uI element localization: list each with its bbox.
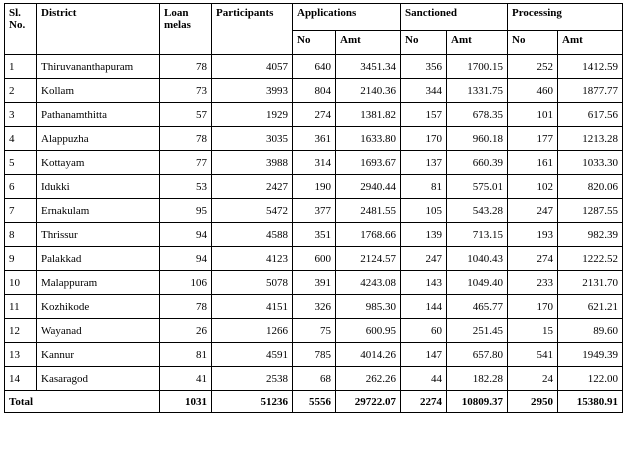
- header-loan-melas-line2: melas: [164, 19, 191, 31]
- cell-app-no: 391: [293, 271, 336, 295]
- cell-district: Pathanamthitta: [37, 103, 160, 127]
- cell-san-no: 147: [401, 343, 447, 367]
- cell-pro-no: 15: [508, 319, 558, 343]
- header-sl-line2: No.: [9, 19, 26, 31]
- cell-san-amt: 657.80: [447, 343, 508, 367]
- cell-san-no: 60: [401, 319, 447, 343]
- table-row: [5, 271, 623, 295]
- table-row: [5, 343, 623, 367]
- cell-district: Wayanad: [37, 319, 160, 343]
- cell-app-amt: 2940.44: [336, 175, 401, 199]
- cell-app-amt: 3451.34: [336, 55, 401, 79]
- cell-sl: 5: [5, 151, 37, 175]
- cell-sl: 2: [5, 79, 37, 103]
- cell-pro-no: 274: [508, 247, 558, 271]
- cell-pro-amt: 122.00: [558, 367, 623, 391]
- header-app-amt: Amt: [336, 31, 401, 55]
- cell-san-amt: 465.77: [447, 295, 508, 319]
- cell-loan-melas: 78: [160, 295, 212, 319]
- cell-pro-amt: 1222.52: [558, 247, 623, 271]
- total-label: Total: [5, 391, 160, 413]
- cell-app-no: 75: [293, 319, 336, 343]
- cell-app-amt: 1693.67: [336, 151, 401, 175]
- total-app-no: 5556: [293, 391, 336, 413]
- header-participants: Participants: [212, 4, 293, 55]
- header-loan-melas: [160, 4, 212, 55]
- cell-app-no: 314: [293, 151, 336, 175]
- header-district: District: [37, 4, 160, 55]
- cell-participants: 4588: [212, 223, 293, 247]
- header-sl-line1: Sl.: [9, 7, 21, 19]
- table-body: [5, 55, 623, 391]
- cell-pro-no: 101: [508, 103, 558, 127]
- table-row: [5, 175, 623, 199]
- cell-sl: 7: [5, 199, 37, 223]
- cell-loan-melas: 41: [160, 367, 212, 391]
- table-row: [5, 151, 623, 175]
- cell-pro-no: 170: [508, 295, 558, 319]
- cell-app-amt: 985.30: [336, 295, 401, 319]
- cell-app-no: 190: [293, 175, 336, 199]
- cell-participants: 3988: [212, 151, 293, 175]
- cell-san-no: 157: [401, 103, 447, 127]
- cell-pro-amt: 1033.30: [558, 151, 623, 175]
- cell-pro-amt: 1877.77: [558, 79, 623, 103]
- total-san-amt: 10809.37: [447, 391, 508, 413]
- cell-pro-no: 247: [508, 199, 558, 223]
- cell-san-amt: 1040.43: [447, 247, 508, 271]
- cell-participants: 5078: [212, 271, 293, 295]
- cell-participants: 4151: [212, 295, 293, 319]
- cell-pro-amt: 1412.59: [558, 55, 623, 79]
- cell-loan-melas: 94: [160, 247, 212, 271]
- cell-district: Malappuram: [37, 271, 160, 295]
- cell-san-no: 344: [401, 79, 447, 103]
- table-row: [5, 247, 623, 271]
- cell-san-amt: 1331.75: [447, 79, 508, 103]
- cell-san-amt: 960.18: [447, 127, 508, 151]
- cell-district: Kollam: [37, 79, 160, 103]
- cell-san-no: 143: [401, 271, 447, 295]
- cell-sl: 3: [5, 103, 37, 127]
- cell-app-no: 274: [293, 103, 336, 127]
- cell-sl: 12: [5, 319, 37, 343]
- cell-district: Kannur: [37, 343, 160, 367]
- cell-participants: 4057: [212, 55, 293, 79]
- cell-loan-melas: 57: [160, 103, 212, 127]
- cell-loan-melas: 78: [160, 127, 212, 151]
- cell-participants: 1266: [212, 319, 293, 343]
- table-row: [5, 79, 623, 103]
- cell-san-amt: 251.45: [447, 319, 508, 343]
- cell-san-no: 44: [401, 367, 447, 391]
- cell-app-no: 600: [293, 247, 336, 271]
- cell-san-amt: 678.35: [447, 103, 508, 127]
- cell-district: Kozhikode: [37, 295, 160, 319]
- total-loan-melas: 1031: [160, 391, 212, 413]
- header-app-no: No: [293, 31, 336, 55]
- cell-sl: 13: [5, 343, 37, 367]
- total-pro-no: 2950: [508, 391, 558, 413]
- cell-app-no: 361: [293, 127, 336, 151]
- cell-loan-melas: 53: [160, 175, 212, 199]
- total-san-no: 2274: [401, 391, 447, 413]
- cell-pro-no: 252: [508, 55, 558, 79]
- cell-app-amt: 2124.57: [336, 247, 401, 271]
- cell-san-no: 247: [401, 247, 447, 271]
- cell-loan-melas: 106: [160, 271, 212, 295]
- cell-san-amt: 575.01: [447, 175, 508, 199]
- cell-pro-no: 177: [508, 127, 558, 151]
- cell-app-amt: 2481.55: [336, 199, 401, 223]
- header-pro-amt: Amt: [558, 31, 623, 55]
- cell-app-no: 377: [293, 199, 336, 223]
- cell-san-no: 144: [401, 295, 447, 319]
- cell-app-amt: 2140.36: [336, 79, 401, 103]
- table-row: [5, 55, 623, 79]
- cell-app-amt: 262.26: [336, 367, 401, 391]
- cell-app-no: 640: [293, 55, 336, 79]
- header-san-no: No: [401, 31, 447, 55]
- cell-pro-amt: 1949.39: [558, 343, 623, 367]
- header-sl-no: [5, 4, 37, 55]
- header-loan-melas-line1: Loan: [164, 7, 189, 19]
- cell-sl: 14: [5, 367, 37, 391]
- cell-sl: 11: [5, 295, 37, 319]
- total-pro-amt: 15380.91: [558, 391, 623, 413]
- cell-pro-amt: 621.21: [558, 295, 623, 319]
- cell-pro-amt: 89.60: [558, 319, 623, 343]
- table-row: [5, 127, 623, 151]
- cell-app-no: 68: [293, 367, 336, 391]
- cell-participants: 3993: [212, 79, 293, 103]
- cell-participants: 4123: [212, 247, 293, 271]
- cell-district: Thrissur: [37, 223, 160, 247]
- cell-san-no: 105: [401, 199, 447, 223]
- header-applications: Applications: [293, 4, 401, 31]
- total-participants: 51236: [212, 391, 293, 413]
- cell-district: Idukki: [37, 175, 160, 199]
- cell-san-amt: 182.28: [447, 367, 508, 391]
- cell-pro-amt: 1213.28: [558, 127, 623, 151]
- cell-district: Palakkad: [37, 247, 160, 271]
- table-row: [5, 223, 623, 247]
- cell-district: Alappuzha: [37, 127, 160, 151]
- cell-participants: 2427: [212, 175, 293, 199]
- cell-sl: 6: [5, 175, 37, 199]
- cell-pro-no: 233: [508, 271, 558, 295]
- cell-pro-no: 193: [508, 223, 558, 247]
- cell-participants: 1929: [212, 103, 293, 127]
- total-row: [5, 391, 623, 413]
- cell-participants: 3035: [212, 127, 293, 151]
- cell-participants: 4591: [212, 343, 293, 367]
- cell-district: Kasaragod: [37, 367, 160, 391]
- cell-sl: 10: [5, 271, 37, 295]
- table-row: [5, 199, 623, 223]
- cell-sl: 9: [5, 247, 37, 271]
- cell-san-amt: 713.15: [447, 223, 508, 247]
- cell-loan-melas: 77: [160, 151, 212, 175]
- cell-san-no: 170: [401, 127, 447, 151]
- cell-pro-amt: 1287.55: [558, 199, 623, 223]
- cell-app-amt: 1768.66: [336, 223, 401, 247]
- cell-app-amt: 1633.80: [336, 127, 401, 151]
- cell-loan-melas: 26: [160, 319, 212, 343]
- cell-loan-melas: 94: [160, 223, 212, 247]
- table-row: [5, 367, 623, 391]
- cell-app-no: 351: [293, 223, 336, 247]
- cell-app-amt: 600.95: [336, 319, 401, 343]
- cell-loan-melas: 78: [160, 55, 212, 79]
- header-row-main: [5, 4, 623, 31]
- header-sanctioned: Sanctioned: [401, 4, 508, 31]
- cell-app-no: 804: [293, 79, 336, 103]
- cell-pro-amt: 2131.70: [558, 271, 623, 295]
- cell-san-no: 356: [401, 55, 447, 79]
- cell-san-amt: 660.39: [447, 151, 508, 175]
- table-row: [5, 295, 623, 319]
- cell-sl: 4: [5, 127, 37, 151]
- header-pro-no: No: [508, 31, 558, 55]
- table-row: [5, 319, 623, 343]
- cell-pro-no: 161: [508, 151, 558, 175]
- cell-participants: 2538: [212, 367, 293, 391]
- cell-san-amt: 1700.15: [447, 55, 508, 79]
- cell-app-no: 326: [293, 295, 336, 319]
- header-san-amt: Amt: [447, 31, 508, 55]
- cell-pro-amt: 982.39: [558, 223, 623, 247]
- table-row: [5, 103, 623, 127]
- cell-participants: 5472: [212, 199, 293, 223]
- header-processing: Processing: [508, 4, 623, 31]
- cell-pro-no: 460: [508, 79, 558, 103]
- cell-sl: 8: [5, 223, 37, 247]
- cell-pro-no: 24: [508, 367, 558, 391]
- cell-san-no: 81: [401, 175, 447, 199]
- cell-sl: 1: [5, 55, 37, 79]
- cell-pro-amt: 820.06: [558, 175, 623, 199]
- cell-pro-amt: 617.56: [558, 103, 623, 127]
- cell-district: Thiruvananthapuram: [37, 55, 160, 79]
- cell-app-amt: 4014.26: [336, 343, 401, 367]
- cell-loan-melas: 95: [160, 199, 212, 223]
- cell-district: Kottayam: [37, 151, 160, 175]
- cell-loan-melas: 73: [160, 79, 212, 103]
- cell-pro-no: 541: [508, 343, 558, 367]
- cell-san-no: 139: [401, 223, 447, 247]
- cell-app-amt: 4243.08: [336, 271, 401, 295]
- cell-san-amt: 543.28: [447, 199, 508, 223]
- cell-pro-no: 102: [508, 175, 558, 199]
- loan-mela-table: [4, 3, 623, 413]
- total-app-amt: 29722.07: [336, 391, 401, 413]
- cell-loan-melas: 81: [160, 343, 212, 367]
- cell-san-no: 137: [401, 151, 447, 175]
- cell-san-amt: 1049.40: [447, 271, 508, 295]
- cell-district: Ernakulam: [37, 199, 160, 223]
- cell-app-amt: 1381.82: [336, 103, 401, 127]
- cell-app-no: 785: [293, 343, 336, 367]
